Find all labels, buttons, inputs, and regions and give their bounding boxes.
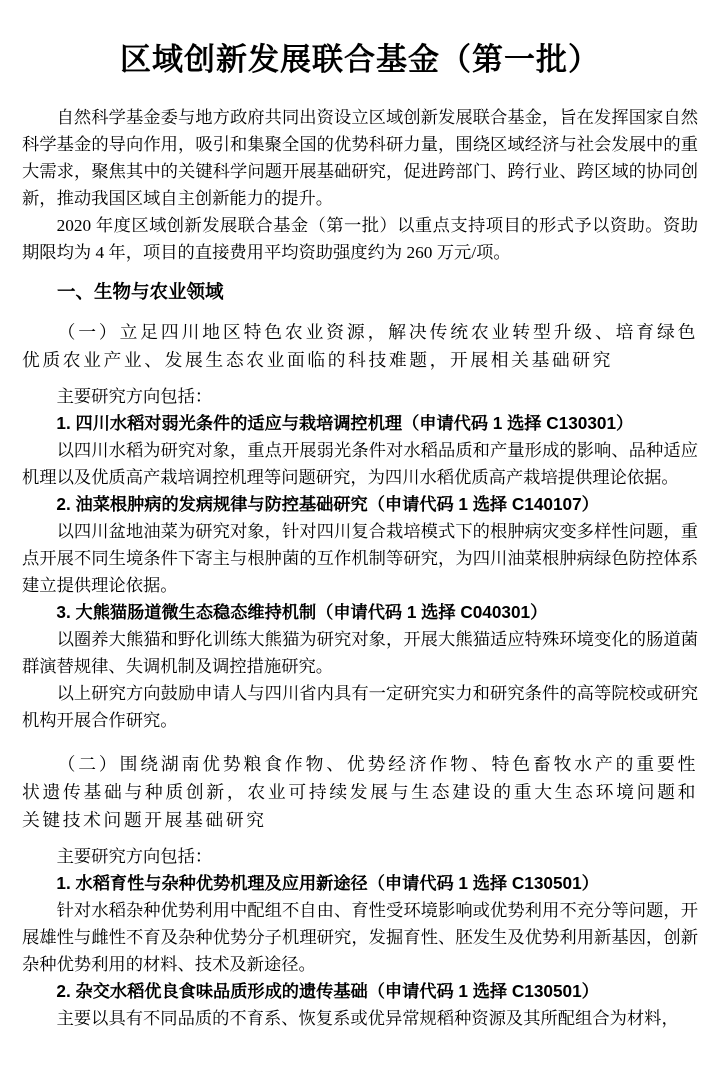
subsection-2-item-1-title: 1. 水稻育性与杂种优势机理及应用新途径（申请代码 1 选择 C130501） <box>56 872 599 893</box>
subsection-1-research-directions-label: 主要研究方向包括： <box>56 386 213 406</box>
subsection-1-item-1-body: 以四川水稻为研究对象，重点开展弱光条件对水稻品质和产量形成的影响、品种适应机理以及优质高产栽培调控机理等问题研究，为四川水稻优质高产栽培提供理论依据。 <box>22 440 698 487</box>
document-page <box>0 42 720 1032</box>
document-title: 区域创新发展联合基金（第一批） <box>120 42 600 77</box>
section-heading-biology-agriculture: 一、生物与农业领域 <box>57 280 224 302</box>
subsection-1-cooperation-note: 以上研究方向鼓励申请人与四川省内具有一定研究实力和研究条件的高等院校或研究机构开展合作研究。 <box>22 683 698 730</box>
subsection-1-item-3-body: 以圈养大熊猫和野化训练大熊猫为研究对象，开展大熊猫适应特殊环境变化的肠道菌群演替规律、失调机制及调控措施研究。 <box>22 629 698 676</box>
subsection-1-item-2-body: 以四川盆地油菜为研究对象，针对四川复合栽培模式下的根肿病灾变多样性问题，重点开展不同生境条件下寄主与根肿菌的互作机制等研究，为四川油菜根肿病绿色防控体系建立提供理论依据。 <box>22 521 698 595</box>
subsection-2-item-2-title: 2. 杂交水稻优良食味品质形成的遗传基础（申请代码 1 选择 C130501） <box>56 980 599 1001</box>
subsection-2-item-1-body: 针对水稻杂种优势利用中配组不自由、育性受环境影响或优势利用不充分等问题，开展雄性与雌性不育及杂种优势分子机理研究，发掘育性、胚发生及优势利用新基因，创新杂种优势利用的材料、技术及新途径。 <box>22 900 698 974</box>
subsection-2-item-2-body: 主要以具有不同品质的不育系、恢复系或优异常规稻种资源及其所配组合为材料， <box>56 1008 679 1028</box>
subsection-1-item-1-title: 1. 四川水稻对弱光条件的适应与栽培调控机理（申请代码 1 选择 C130301） <box>56 412 634 433</box>
subsection-2-lead: （二）围绕湖南优势粮食作物、优势经济作物、特色畜牧水产的重要性状遗传基础与种质创新，农业可持续发展与生态建设的重大生态环境问题和关键技术问题开展基础研究 <box>22 753 698 830</box>
subsection-1-item-3-title: 3. 大熊猫肠道微生态稳态维持机制（申请代码 1 选择 C040301） <box>56 601 548 622</box>
intro-paragraph-2: 2020 年度区域创新发展联合基金（第一批）以重点支持项目的形式予以资助。资助期限均为 4 年，项目的直接费用平均资助强度约为 260 万元/项。 <box>22 215 698 262</box>
subsection-2-research-directions-label: 主要研究方向包括： <box>56 846 213 866</box>
intro-paragraph-1: 自然科学基金委与地方政府共同出资设立区域创新发展联合基金，旨在发挥国家自然科学基金的导向作用，吸引和集聚全国的优势科研力量，围绕区域经济与社会发展中的重大需求，聚焦其中的关键科学问题开展基础研究，促进跨部门、跨行业、跨区域的协同创新，推动我国区域自主创新能力的提升。 <box>22 107 698 208</box>
subsection-1-lead: （一）立足四川地区特色农业资源，解决传统农业转型升级、培育绿色优质农业产业、发展生态农业面临的科技难题，开展相关基础研究 <box>22 321 698 370</box>
subsection-1-item-2-title: 2. 油菜根肿病的发病规律与防控基础研究（申请代码 1 选择 C140107） <box>56 493 599 514</box>
